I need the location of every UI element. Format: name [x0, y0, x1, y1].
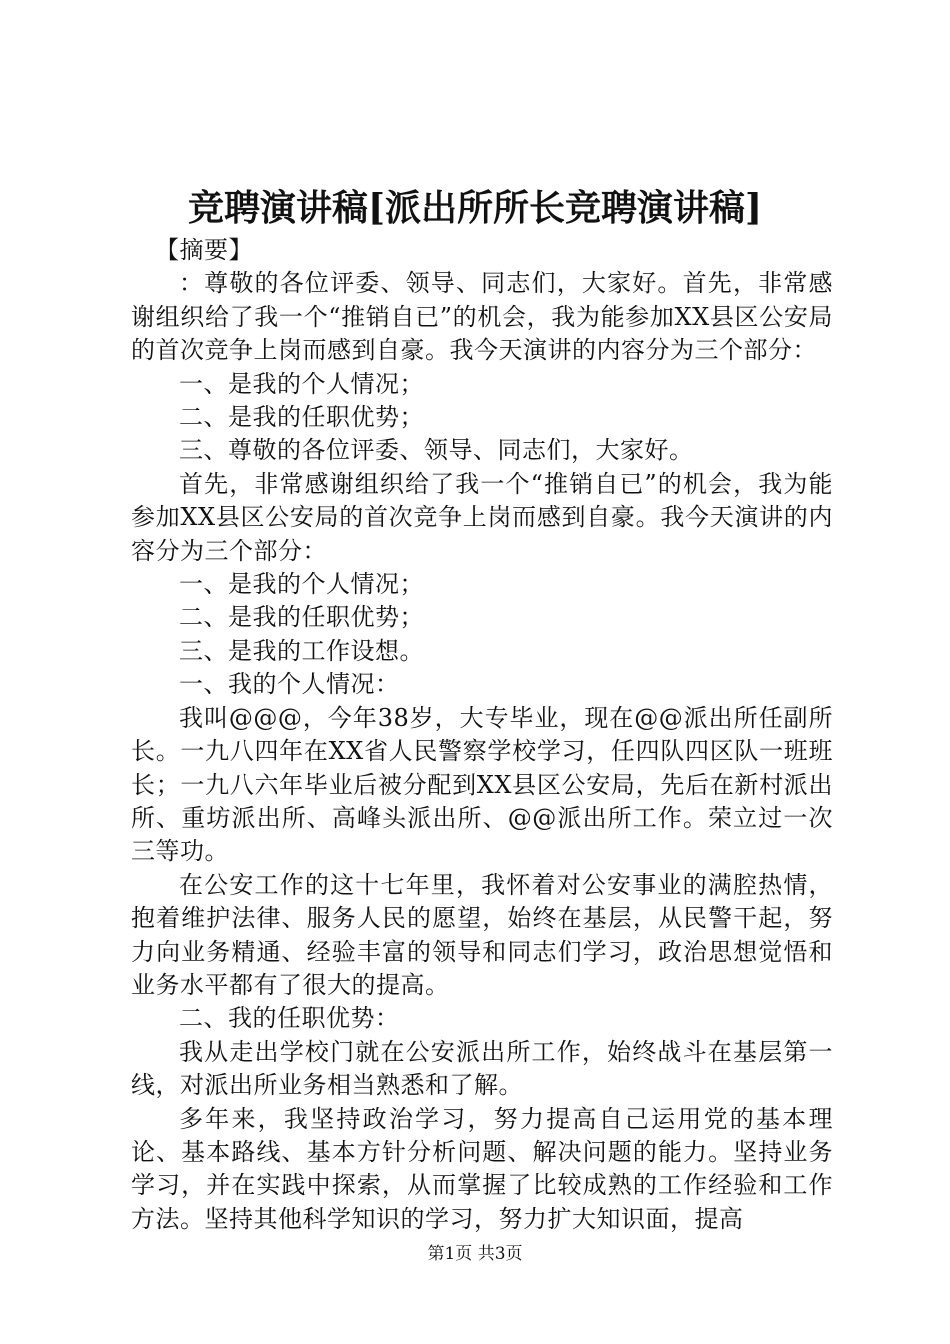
body-paragraph: 二、是我的任职优势；	[179, 603, 424, 632]
body-paragraph: ：尊敬的各位评委、领导、同志们，大家好。首先，非常感谢组织给了我一个“推销自已”的机会，我为能参加XX县区公安局的首次竞争上岗而感到自豪。我今天演讲的内容分为三个部分：	[131, 269, 833, 365]
body-paragraph: 我叫@@@，今年38岁，大专毕业，现在@@派出所任副所长。一九八四年在XX省人民警察学校学习，任四队四区队一班班长；一九八六年毕业后被分配到XX县区公安局，先后在新村派出所、重坊派出所、高峰头派出所、@@派出所工作。荣立过一次三等功。	[131, 703, 833, 866]
body-paragraph: 二、我的任职优势：	[179, 1004, 400, 1033]
body-paragraph: 多年来，我坚持政治学习，努力提高自己运用党的基本理论、基本路线、基本方针分析问题、解决问题的能力。坚持业务学习，并在实践中探索，从而掌握了比较成熟的工作经验和工作方法。坚持其他科学知识的学习，努力扩大知识面，提高	[131, 1104, 833, 1233]
page-number-footer: 第1页 共3页	[427, 1244, 523, 1264]
document-title: 竞聘演讲稿[派出所所长竞聘演讲稿]	[187, 187, 763, 229]
body-paragraph: 在公安工作的这十七年里，我怀着对公安事业的满腔热情，抱着维护法律、服务人民的愿望，始终在基层，从民警干起，努力向业务精通、经验丰富的领导和同志们学习，政治思想觉悟和业务水平都有了很大的提高。	[131, 870, 833, 999]
document-body	[131, 234, 833, 1236]
body-paragraph: 我从走出学校门就在公安派出所工作，始终战斗在基层第一线，对派出所业务相当熟悉和了解。	[131, 1037, 833, 1100]
body-paragraph: 一、是我的个人情况；	[179, 570, 424, 599]
body-paragraph: 三、是我的工作设想。	[179, 636, 424, 665]
summary-heading: 【摘要】	[155, 236, 253, 264]
body-paragraph: 二、是我的任职优势；	[179, 403, 424, 432]
body-paragraph: 一、我的个人情况：	[179, 670, 400, 699]
body-paragraph: 首先，非常感谢组织给了我一个“推销自已”的机会，我为能参加XX县区公安局的首次竞争上岗而感到自豪。我今天演讲的内容分为三个部分：	[131, 469, 833, 565]
body-paragraph: 一、是我的个人情况；	[179, 369, 424, 398]
body-paragraph: 三、尊敬的各位评委、领导、同志们，大家好。	[179, 436, 694, 465]
